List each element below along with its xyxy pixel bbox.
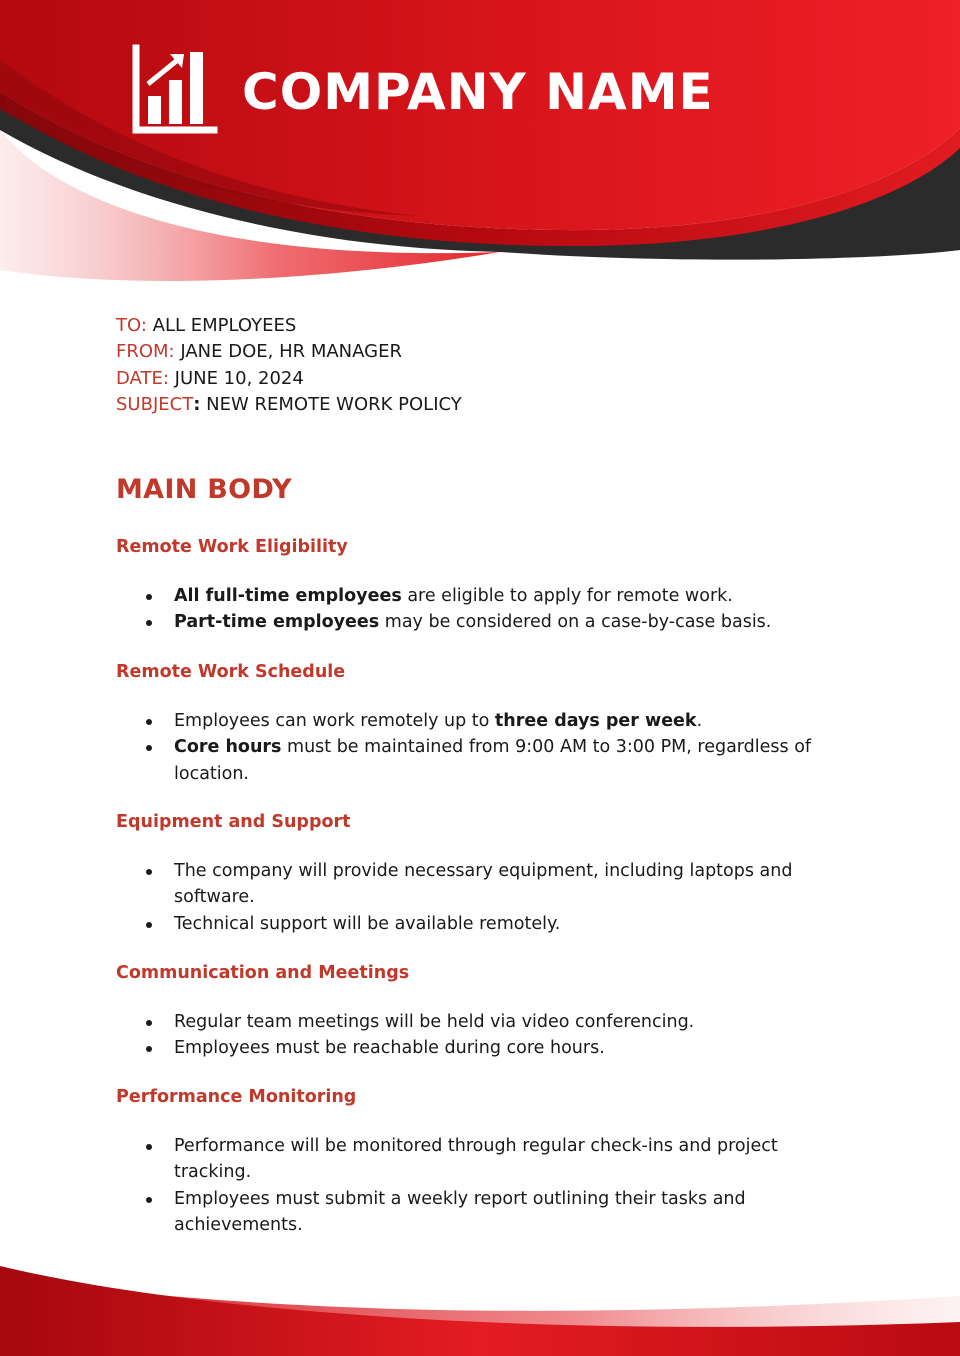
to-label: TO: bbox=[116, 315, 147, 336]
bullet-list bbox=[116, 708, 836, 787]
subject-colon: : bbox=[193, 393, 201, 415]
section-remote-work-eligibility bbox=[116, 535, 836, 636]
bullet-list bbox=[116, 1009, 836, 1062]
section-remote-work-schedule bbox=[116, 660, 836, 787]
section-heading: Equipment and Support bbox=[116, 812, 351, 832]
memo-subject bbox=[116, 392, 462, 418]
bullet-list bbox=[116, 583, 836, 636]
bullet-list bbox=[116, 858, 836, 937]
memo-to bbox=[116, 313, 462, 339]
section-heading: Remote Work Eligibility bbox=[116, 537, 348, 557]
list-item bbox=[174, 734, 836, 787]
list-item bbox=[174, 609, 836, 635]
section-heading: Performance Monitoring bbox=[116, 1087, 357, 1107]
list-item: Technical support will be available remotely. bbox=[174, 911, 836, 937]
to-value: ALL EMPLOYEES bbox=[152, 315, 297, 336]
date-value: JUNE 10, 2024 bbox=[174, 367, 304, 389]
from-value: JANE DOE, HR MANAGER bbox=[180, 341, 402, 363]
bullet-list bbox=[116, 1133, 836, 1238]
footer-wave-art bbox=[0, 1266, 960, 1356]
item-text: Employees can work remotely up to bbox=[174, 711, 495, 731]
list-item: The company will provide necessary equipment, including laptops and software. bbox=[174, 858, 836, 911]
company-name: COMPANY NAME bbox=[242, 63, 714, 121]
item-text: may be considered on a case-by-case basis. bbox=[379, 612, 772, 633]
from-label: FROM: bbox=[116, 341, 175, 363]
subject-label: SUBJECT bbox=[116, 393, 194, 415]
list-item: Employees must be reachable during core hours. bbox=[174, 1035, 836, 1061]
bold-text: Part-time employees bbox=[174, 612, 380, 633]
list-item: Performance will be monitored through regular check-ins and project tracking. bbox=[174, 1133, 836, 1186]
memo-header bbox=[116, 313, 462, 418]
section-equipment-and-support bbox=[116, 810, 836, 937]
section-heading: Remote Work Schedule bbox=[116, 662, 346, 682]
item-text: . bbox=[696, 711, 703, 731]
bold-text: Core hours bbox=[174, 737, 282, 758]
main-body-title: MAIN BODY bbox=[116, 474, 293, 505]
bold-text: three days per week bbox=[494, 711, 697, 731]
date-label: DATE: bbox=[116, 367, 169, 389]
item-text: are eligible to apply for remote work. bbox=[401, 586, 733, 606]
list-item bbox=[174, 708, 836, 734]
item-text: must be maintained from 9:00 AM to 3:00 PM, regardless of location. bbox=[174, 737, 812, 784]
memo-date bbox=[116, 366, 462, 392]
bar-chart-growth-icon bbox=[132, 44, 218, 134]
subject-value: NEW REMOTE WORK POLICY bbox=[206, 393, 462, 415]
bold-text: All full-time employees bbox=[174, 586, 402, 606]
list-item: Employees must submit a weekly report outlining their tasks and achievements. bbox=[174, 1186, 836, 1239]
section-heading: Communication and Meetings bbox=[116, 963, 410, 983]
section-performance-monitoring bbox=[116, 1085, 836, 1238]
section-communication-and-meetings bbox=[116, 961, 836, 1062]
list-item: Regular team meetings will be held via video conferencing. bbox=[174, 1009, 836, 1035]
memo-from bbox=[116, 339, 462, 365]
list-item bbox=[174, 583, 836, 609]
